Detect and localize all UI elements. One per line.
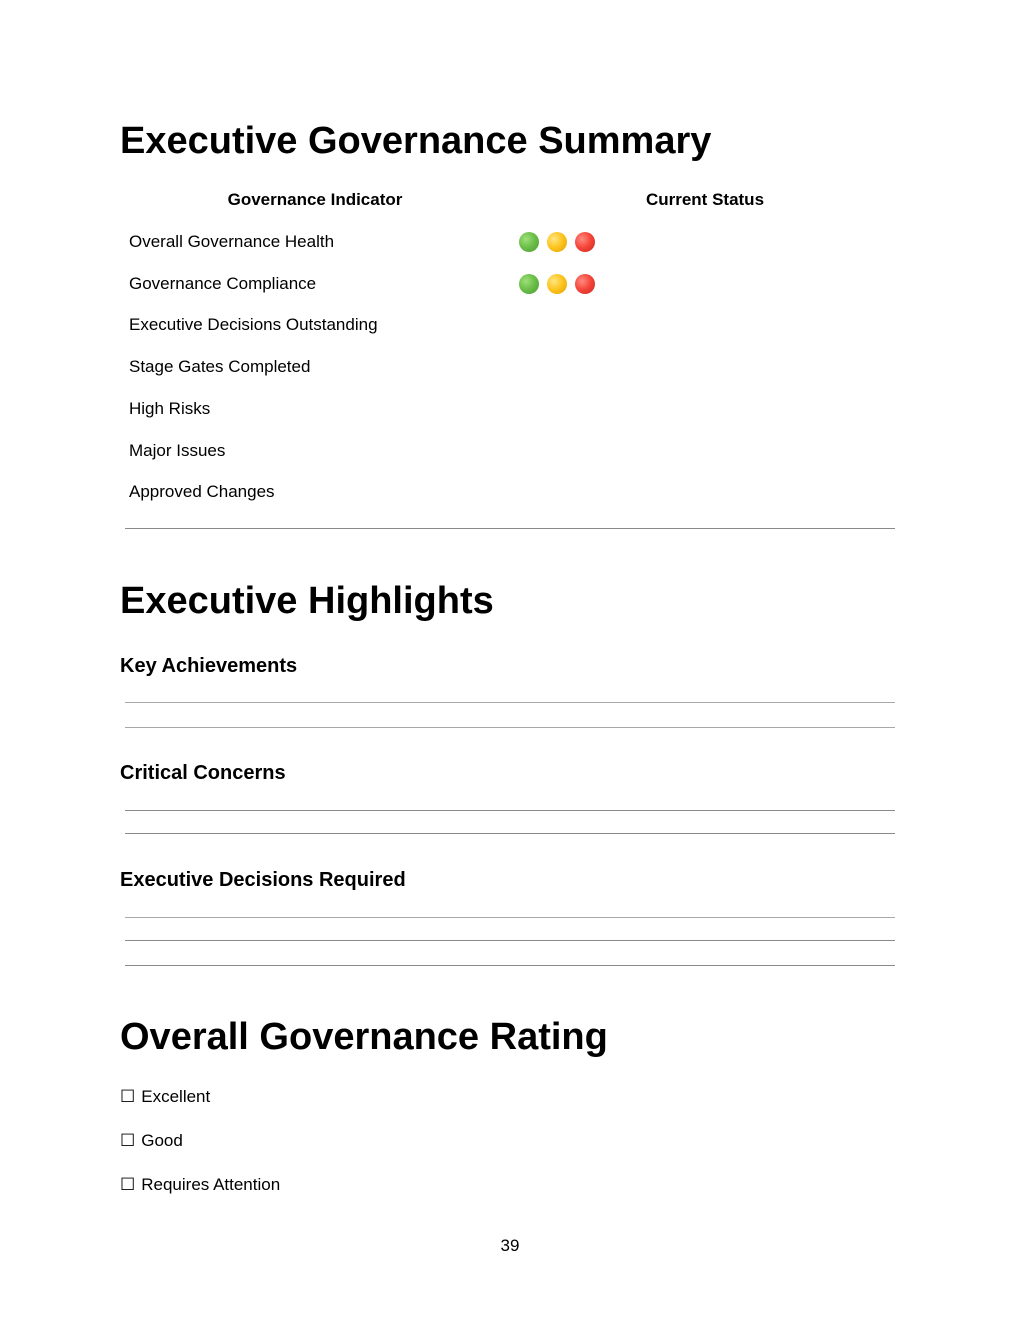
table-row	[129, 272, 899, 296]
checkbox-icon[interactable]: ☐	[120, 1087, 136, 1106]
table-row	[129, 480, 899, 504]
rating-option-label: Good	[141, 1131, 183, 1150]
critical-concerns-heading: Critical Concerns	[120, 762, 286, 784]
indicator-label: High Risks	[129, 399, 211, 418]
rating-option-label: Excellent	[141, 1087, 211, 1106]
blank-line	[125, 727, 895, 728]
indicator-label: Stage Gates Completed	[129, 357, 311, 376]
indicator-label: Major Issues	[129, 441, 226, 460]
table-row	[129, 355, 899, 379]
table-row	[129, 397, 899, 421]
rating-option-excellent[interactable]	[120, 1085, 210, 1109]
blank-line	[125, 965, 895, 966]
red-circle-icon	[575, 232, 595, 252]
table-row	[129, 439, 899, 463]
yellow-circle-icon	[547, 232, 567, 252]
blank-line	[125, 940, 895, 941]
section-divider	[125, 528, 895, 529]
indicator-label: Executive Decisions Outstanding	[129, 315, 378, 334]
key-achievements-heading: Key Achievements	[120, 655, 298, 677]
indicator-label: Approved Changes	[129, 482, 275, 501]
rating-option-good[interactable]	[120, 1129, 183, 1153]
rating-option-label: Requires Attention	[141, 1175, 281, 1194]
blank-line	[125, 917, 895, 918]
executive-decisions-heading: Executive Decisions Required	[120, 869, 406, 891]
checkbox-icon[interactable]: ☐	[120, 1131, 136, 1150]
green-circle-icon	[519, 232, 539, 252]
table-row	[129, 313, 899, 337]
checkbox-icon[interactable]: ☐	[120, 1175, 136, 1194]
blank-line	[125, 833, 895, 834]
green-circle-icon	[519, 274, 539, 294]
indicator-label: Governance Compliance	[129, 274, 317, 293]
table-row	[129, 230, 899, 254]
yellow-circle-icon	[547, 274, 567, 294]
rating-heading: Overall Governance Rating	[120, 1016, 608, 1058]
table-header-indicator: Governance Indicator	[227, 190, 403, 209]
red-circle-icon	[575, 274, 595, 294]
highlights-heading: Executive Highlights	[120, 580, 494, 622]
table-header-status: Current Status	[645, 190, 765, 209]
page-number: 39	[500, 1236, 520, 1255]
summary-heading: Executive Governance Summary	[120, 120, 712, 162]
blank-line	[125, 702, 895, 703]
rating-option-requires-attention[interactable]	[120, 1173, 280, 1197]
indicator-label: Overall Governance Health	[129, 232, 335, 251]
blank-line	[125, 810, 895, 811]
